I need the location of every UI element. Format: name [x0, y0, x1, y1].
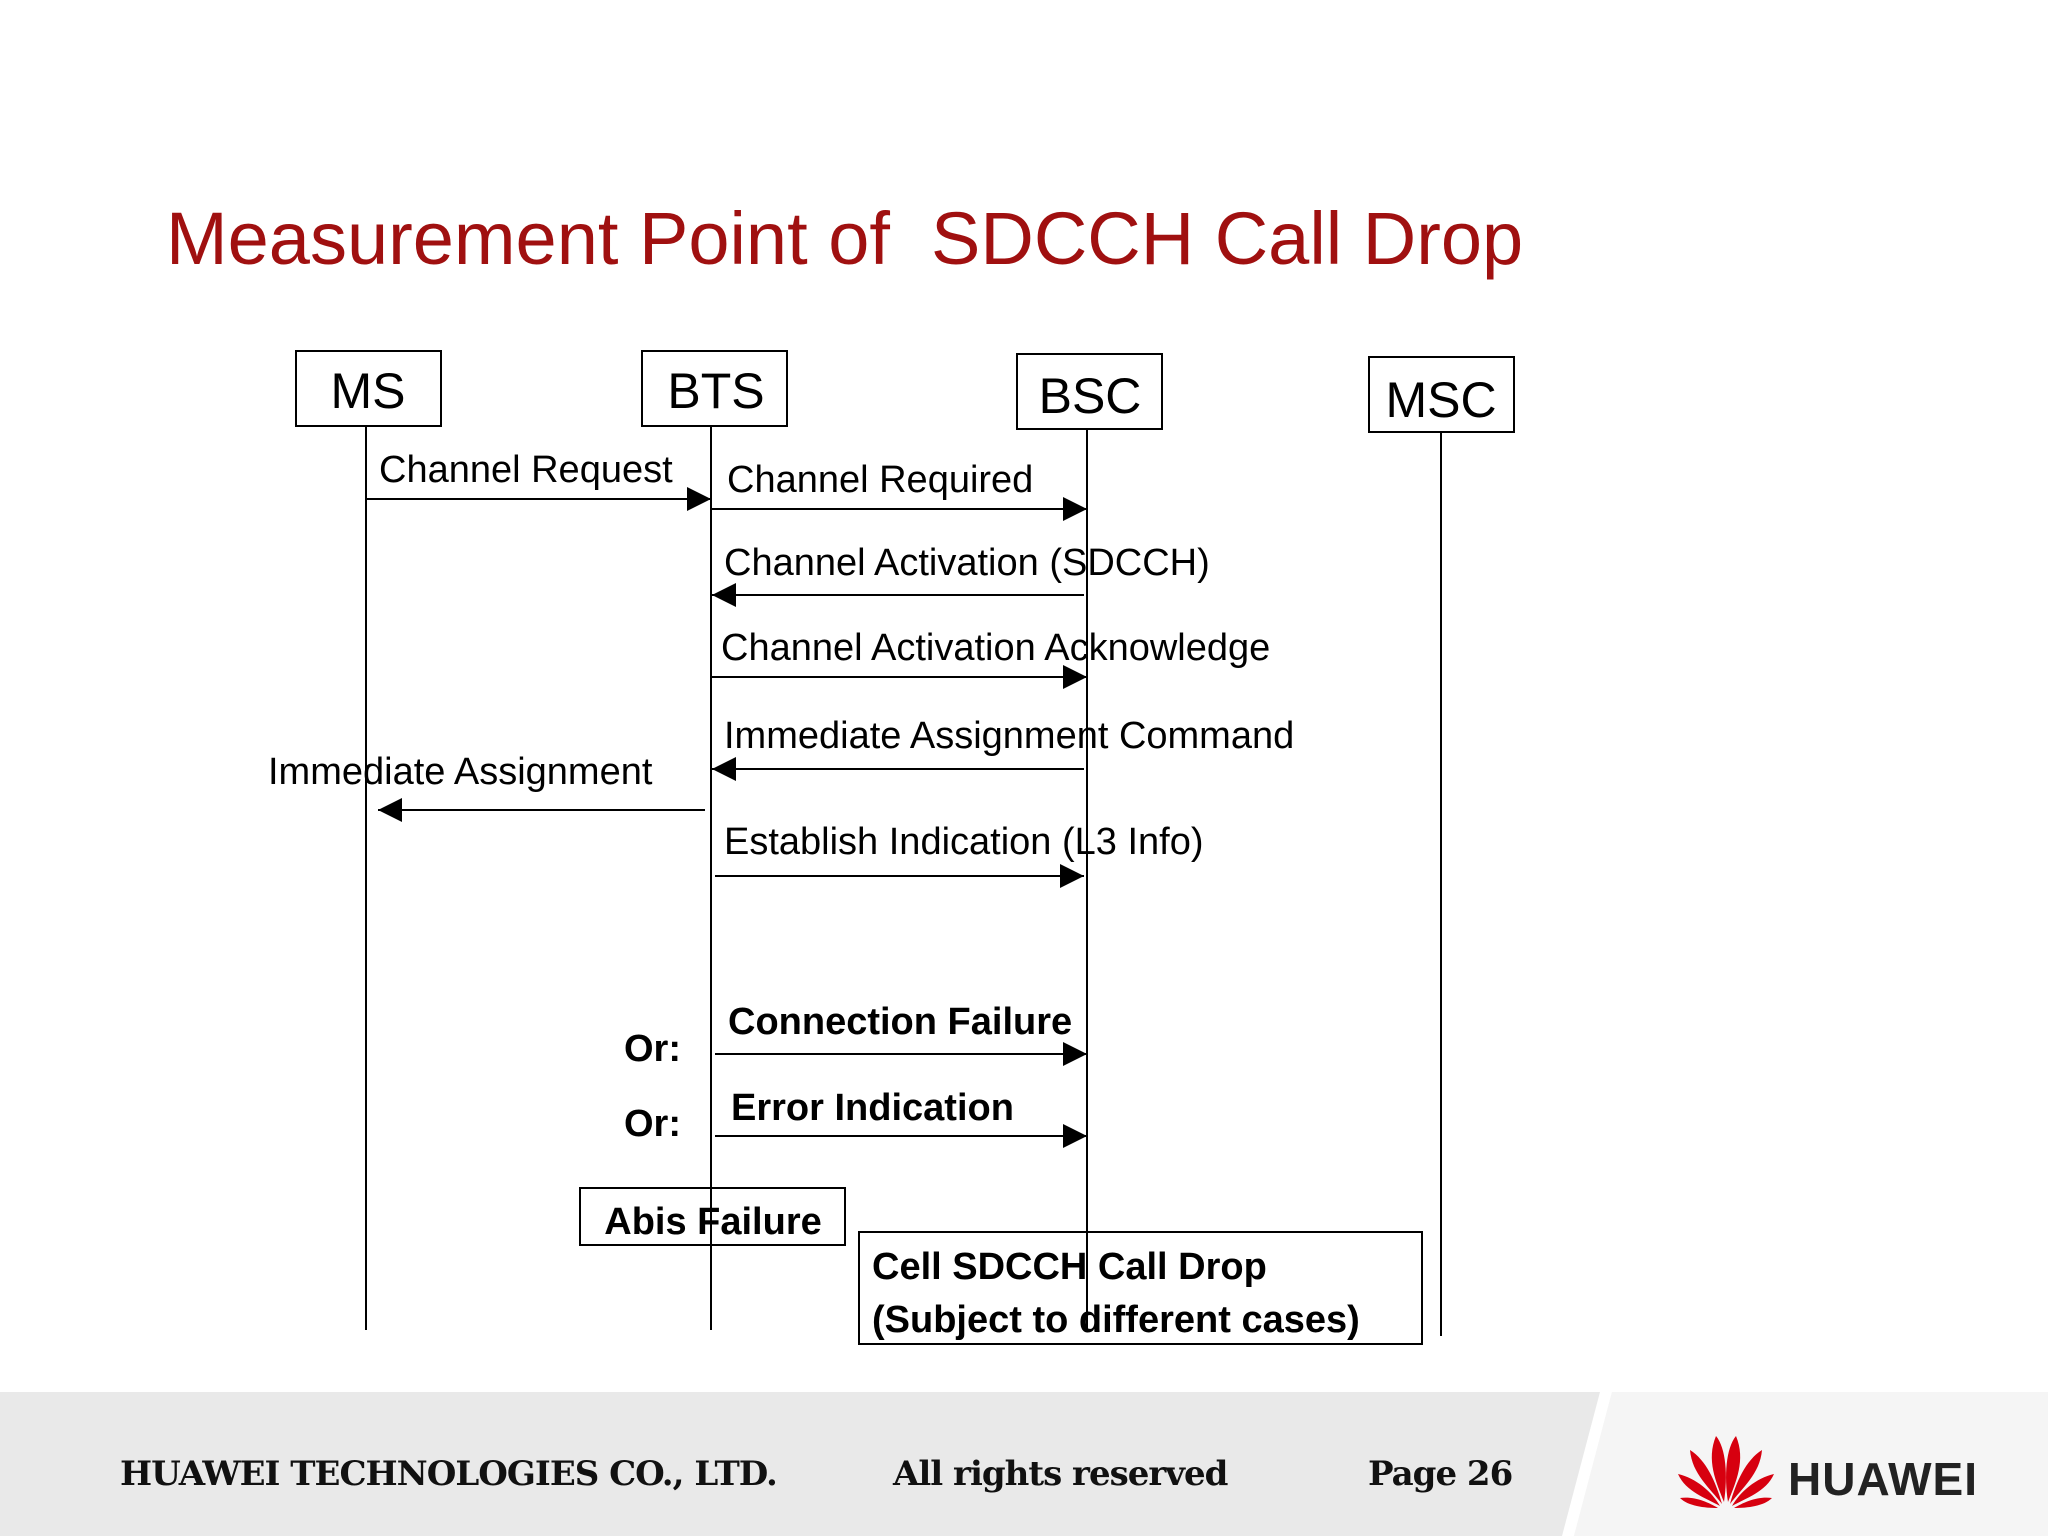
huawei-logo-text: HUAWEI [1788, 1453, 1978, 1505]
or-label-2: Or: [624, 1103, 681, 1145]
label-establish-indication: Establish Indication (L3 Info) [724, 821, 1204, 863]
entity-label-bts: BTS [667, 363, 765, 419]
or-label-1: Or: [624, 1028, 681, 1070]
label-immediate-assignment-command: Immediate Assignment Command [724, 715, 1295, 757]
huawei-logo-icon [1676, 1430, 1776, 1510]
label-immediate-assignment: Immediate Assignment [268, 751, 653, 793]
label-channel-activation-ack: Channel Activation Acknowledge [721, 627, 1271, 669]
label-error-indication: Error Indication [731, 1087, 1014, 1129]
call-drop-line1: Cell SDCCH Call Drop [872, 1246, 1267, 1288]
label-channel-activation: Channel Activation (SDCCH) [724, 542, 1210, 584]
label-channel-request: Channel Request [379, 449, 673, 491]
entity-label-bsc: BSC [1038, 368, 1142, 424]
footer-page-number: Page 26 [1368, 1454, 1513, 1494]
entity-label-ms: MS [330, 363, 406, 419]
label-channel-required: Channel Required [727, 459, 1034, 501]
entity-label-msc: MSC [1385, 372, 1497, 428]
label-connection-failure: Connection Failure [728, 1001, 1073, 1043]
call-drop-line2: (Subject to different cases) [872, 1299, 1360, 1341]
footer-company: HUAWEI TECHNOLOGIES CO., LTD. [120, 1454, 777, 1494]
page-title: Measurement Point of SDCCH Call Drop [166, 197, 1524, 280]
abis-failure-label: Abis Failure [604, 1201, 822, 1243]
footer-rights: All rights reserved [893, 1454, 1228, 1494]
